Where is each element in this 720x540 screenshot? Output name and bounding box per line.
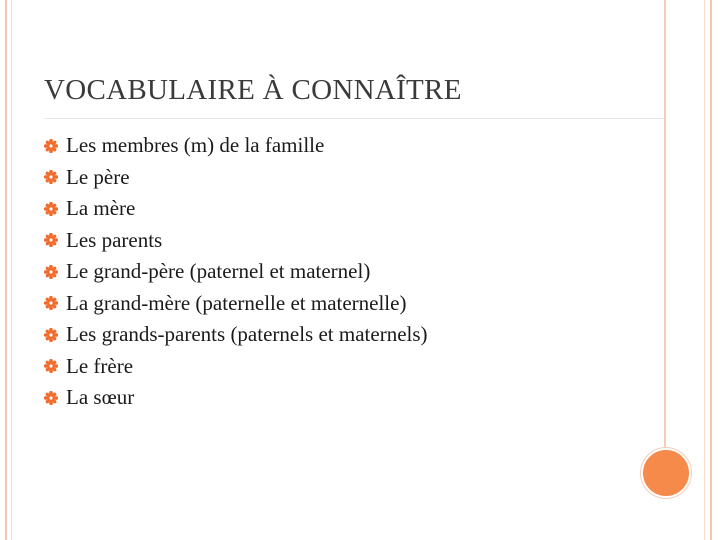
decorative-circle [641, 448, 691, 498]
list-item [44, 256, 428, 288]
vocabulary-list [44, 130, 428, 414]
list-item-text: Les grands-parents (paternels et maternels) [66, 322, 428, 347]
gear-flower-icon [44, 391, 58, 405]
list-item-text: La sœur [66, 385, 135, 410]
list-item-text: La mère [66, 196, 136, 221]
gear-flower-icon [44, 202, 58, 216]
list-item-text: Le grand-père (paternel et maternel) [66, 259, 371, 284]
list-item [44, 288, 428, 320]
gear-flower-icon [44, 296, 58, 310]
title-divider [44, 118, 664, 119]
list-item [44, 130, 428, 162]
list-item-text: Les membres (m) de la famille [66, 133, 325, 158]
slide-title: VOCABULAIRE À CONNAÎTRE [44, 74, 462, 106]
list-item [44, 382, 428, 414]
list-item [44, 319, 428, 351]
list-item-text: Les parents [66, 227, 163, 252]
gear-flower-icon [44, 233, 58, 247]
list-item-text: Le père [66, 164, 130, 189]
list-item [44, 225, 428, 257]
gear-flower-icon [44, 170, 58, 184]
decorative-vertical-line [664, 0, 666, 455]
gear-flower-icon [44, 328, 58, 342]
list-item-text: Le frère [66, 353, 134, 378]
gear-flower-icon [44, 139, 58, 153]
gear-flower-icon [44, 359, 58, 373]
list-item [44, 351, 428, 383]
list-item [44, 193, 428, 225]
gear-flower-icon [44, 265, 58, 279]
list-item [44, 162, 428, 194]
list-item-text: La grand-mère (paternelle et maternelle) [66, 290, 407, 315]
